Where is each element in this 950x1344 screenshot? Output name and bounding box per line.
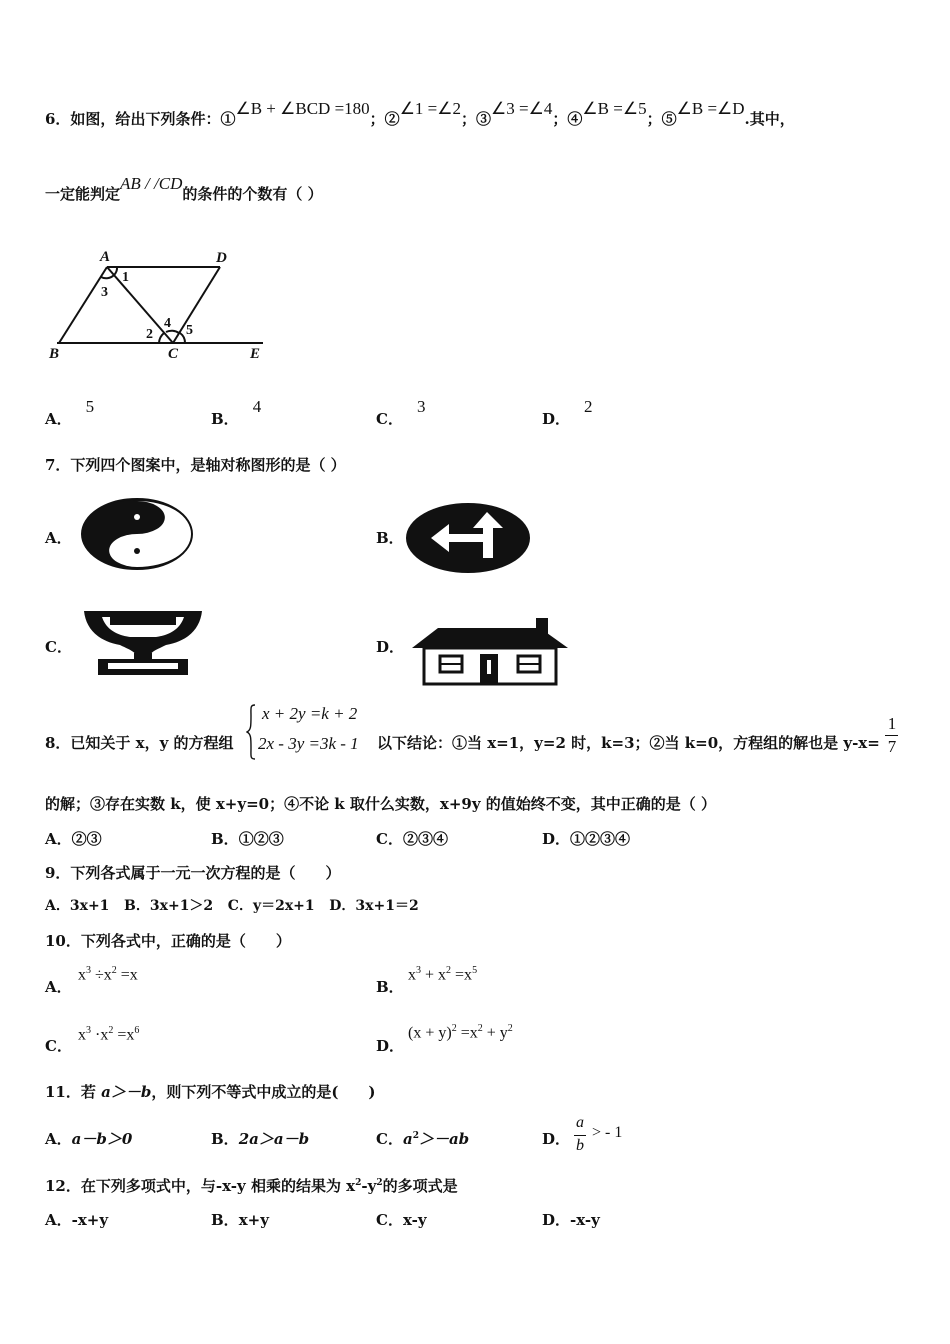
label-E: E [250, 346, 261, 362]
q12-option-a[interactable]: A．-x+y [45, 1211, 109, 1229]
q7-label-b[interactable]: B． [376, 529, 404, 547]
q11-option-b[interactable]: B．2a＞a－b [211, 1130, 310, 1148]
q11-option-a[interactable]: A．a－b＞0 [45, 1130, 133, 1148]
label-3: 3 [101, 285, 108, 300]
q6-cond5: ∠B =∠D [676, 99, 745, 118]
q8-brace [246, 704, 256, 760]
q7-title: 7．下列四个图案中，是轴对称图形的是（ ） [45, 456, 346, 474]
q11-option-d[interactable]: D． [542, 1130, 571, 1148]
q6-ab-cd: AB / /CD [120, 174, 183, 193]
q9-title: 9．下列各式属于一元一次方程的是（ ） [45, 864, 341, 882]
trophy-icon[interactable] [80, 603, 206, 677]
q6-option-a[interactable]: A．5 [45, 397, 95, 428]
label-4: 4 [164, 316, 171, 331]
q10-expr-a: $x^3 \div x^2 =x$ [78, 965, 138, 984]
line-ab [59, 267, 107, 343]
q6-option-d[interactable]: D．2 [542, 397, 593, 428]
q12-title: 12．在下列多项式中，与-x-y 相乘的结果为 $x^2-y^2$的多项式是 [45, 1177, 458, 1195]
turn-arrow-sign-icon[interactable] [405, 502, 531, 574]
label-1: 1 [122, 270, 129, 285]
q10-label-c[interactable]: C． [45, 1037, 72, 1055]
q11-title: 11．若 a＞－b，则下列不等式中成立的是( ) [45, 1083, 376, 1101]
q11-d-frac-den: b [576, 1137, 584, 1154]
q10-label-d[interactable]: D． [376, 1037, 405, 1055]
q6-cond2: ∠1 =∠2 [399, 99, 462, 118]
q9-options[interactable]: A．3x+1 B．3x+1＞2 C．y＝2x+1 D．3x+1＝2 [45, 898, 419, 914]
arc-angle-5 [180, 333, 185, 343]
house-icon[interactable] [410, 616, 570, 686]
arc-angle-4 [166, 331, 179, 333]
q11-d-rest: > - 1 [588, 1124, 623, 1141]
q6-option-b[interactable]: B．4 [211, 397, 262, 428]
q10-expr-d: $(x + y)^2 =x^2 + y^2$ [408, 1023, 513, 1042]
q12-option-d[interactable]: D．-x-y [542, 1211, 600, 1229]
label-C: C [168, 346, 179, 362]
q8-equation-1: x + 2y =k + 2 [262, 704, 358, 723]
q6-cond4: ∠B =∠5 [582, 99, 647, 118]
q10-expr-c: $x^3 \cdot x^2 =x^6$ [78, 1025, 140, 1044]
q7-label-a[interactable]: A． [45, 529, 72, 547]
arc-angle-1 [114, 267, 117, 275]
q10-expr-b: $x^3 + x^2 =x^5$ [408, 965, 478, 984]
q6-line2: 一定能判定AB / /CD的条件的个数有（ ） [45, 174, 323, 203]
q8-prefix: 8．已知关于 x，y 的方程组 [45, 734, 234, 752]
q8-option-c[interactable]: C．②③④ [376, 830, 448, 848]
q10-label-a[interactable]: A． [45, 978, 72, 996]
label-A: A [100, 249, 111, 265]
line-dc [173, 267, 220, 343]
q6-figure [45, 245, 275, 370]
q10-title: 10．下列各式中，正确的是（ ） [45, 932, 291, 950]
label-5: 5 [186, 323, 193, 338]
q12-option-b[interactable]: B．x+y [211, 1211, 269, 1229]
q8-frac-num: 1 [887, 714, 897, 733]
label-B: B [49, 346, 60, 362]
q8-option-b[interactable]: B．①②③ [211, 830, 284, 848]
q8-conclusions: 以下结论：①当 x=1，y=2 时，k=3；②当 k=0，方程组的解也是 y-x= [377, 734, 880, 752]
label-D: D [216, 250, 227, 266]
q12-option-c[interactable]: C．x-y [376, 1211, 427, 1229]
q10-label-b[interactable]: B． [376, 978, 404, 996]
q11-option-c[interactable]: C．$a^2>-ab$ [376, 1130, 470, 1148]
arc-angle-3 [101, 275, 114, 278]
q8-option-a[interactable]: A．②③ [45, 830, 102, 848]
q11-d-frac-num: a [576, 1114, 584, 1131]
label-2: 2 [146, 327, 153, 342]
q7-label-c[interactable]: C． [45, 638, 72, 656]
q8-frac-bar [885, 735, 898, 736]
line-ac [107, 267, 173, 343]
q7-label-d[interactable]: D． [376, 638, 405, 656]
q8-equation-2: 2x - 3y =3k - 1 [258, 734, 359, 753]
q6-cond3: ∠3 =∠4 [491, 99, 553, 118]
arc-angle-2 [159, 333, 164, 343]
q6-line1: 6．如图，给出下列条件：①∠B + ∠BCD =180；②∠1 =∠2；③∠3 =∠4；④∠B =∠5；⑤∠B =∠D.其中， [45, 99, 795, 128]
q8-option-d[interactable]: D．①②③④ [542, 830, 631, 848]
yin-yang-icon[interactable] [80, 497, 194, 571]
q8-line2: 的解；③存在实数 k，使 x+y=0；④不论 k 取什么实数，x+9y 的值始终不变，其中正确的是（ ） [45, 795, 717, 813]
q6-option-c[interactable]: C．3 [376, 397, 426, 428]
q8-frac-den: 7 [887, 737, 897, 756]
q6-cond1: ∠B + ∠BCD =180 [235, 99, 370, 118]
q11-d-frac-bar [574, 1135, 586, 1136]
